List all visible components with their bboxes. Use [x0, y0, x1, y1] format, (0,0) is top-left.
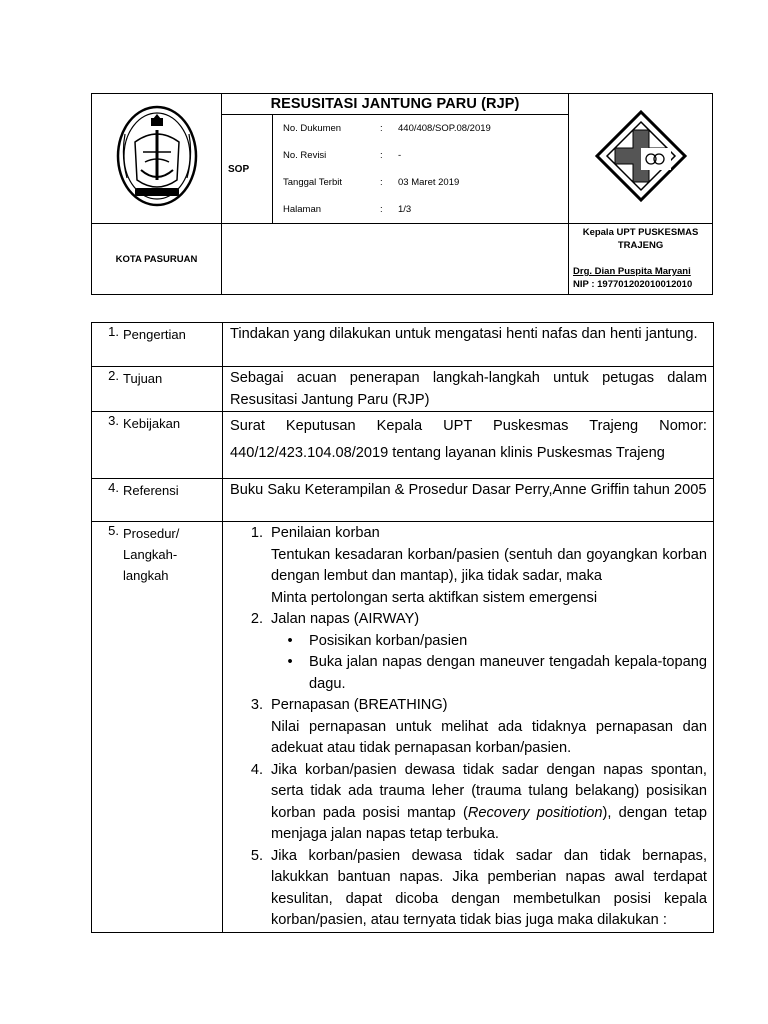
bullet-item: • Posisikan korban/pasien	[287, 632, 468, 649]
step-item: 1. Penilaian korban Tentukan kesadaran korban/pasien (sentuh dan goyangkan korban dengan lembut dan mantap), jika tidak sadar, maka Minta pertolongan serta aktifkan sistem emergensi	[250, 525, 707, 606]
section-row-referensi: 4. Referensi Buku Saku Keterampilan & Prosedur Dasar Perry,Anne Griffin tahun 2005	[92, 479, 714, 522]
kota-label: KOTA PASURUAN	[92, 224, 222, 295]
step-item: 4. Jika korban/pasien dewasa tidak sadar dengan napas spontan, serta tidak ada trauma leher (trauma tulang belakang) posisikan korban pada posisi mantap (Recovery positiotion), dengan tetap menjaga jalan napas tetap terbuka.	[250, 761, 707, 842]
section-row-prosedur: 5. Prosedur/ Langkah-langkah 1. Penilaian korban Tentukan kesadaran korban/pasien (sentuh dan goyangkan korban dengan lembut dan mantap), jika tidak sadar, maka Minta pertolongan serta aktifkan sistem emergensi 2. Jalan napas (AIRWAY) • Posisikan korban/pasien • Buka jalan napas dengan maneuver tengadah kepala-topang dagu. 3. Pernapasan (BREATHING) Nilai pernapasan untuk melihat ada tidaknya pernapasan dan adekuat atau tidak pernapasan korban/pasien. 4. Jika korban/pasien dewasa tidak sadar dengan napas spontan, serta tidak ada trauma leher (trauma tulang belakang) posisikan korban pada posisi mantap (Recovery positiotion), dengan tetap menjaga jalan napas tetap terbuka. 5. Jika korban/pasien dewasa tidak sadar dan tidak bernapas, lakukkan bantuan napas. Jika pemberian napas awal terdapat kesulitan, dapat dicoba dengan membetulkan posisi kepala korban/pasien, atau ternyata tidak bias juga maka dilakukan :	[92, 522, 714, 933]
kepala-signature	[569, 224, 713, 295]
section-row-pengertian: 1. Pengertian Tindakan yang dilakukan untuk mengatasi henti nafas dan henti jantung.	[92, 323, 714, 367]
puskesmas-logo-icon	[593, 108, 689, 204]
meta-row-no-dokumen: No. Dukumen : 440/408/SOP.08/2019	[283, 123, 491, 134]
section-text: Surat Keputusan Kepala UPT Puskesmas Trajeng Nomor: 440/12/423.104.08/2019 tentang layanan klinis Puskesmas Trajeng	[223, 412, 714, 479]
step-title: Penilaian korban	[271, 525, 380, 541]
document-meta	[273, 115, 569, 224]
section-text: Buku Saku Keterampilan & Prosedur Dasar Perry,Anne Griffin tahun 2005	[223, 479, 714, 522]
sop-header-table	[91, 93, 713, 295]
bullet-item: • Buka jalan napas dengan maneuver tengadah kepala-topang dagu.	[287, 654, 707, 692]
section-row-tujuan: 2. Tujuan Sebagai acuan penerapan langkah-langkah untuk petugas dalam Resusitasi Jantung Paru (RJP)	[92, 367, 714, 412]
step-item: 3. Pernapasan (BREATHING) Nilai pernapasan untuk melihat ada tidaknya pernapasan dan adekuat atau tidak pernapasan korban/pasien.	[250, 697, 707, 756]
section-text: Tindakan yang dilakukan untuk mengatasi henti nafas dan henti jantung.	[223, 323, 714, 367]
sop-content-table	[91, 322, 714, 933]
meta-row-tanggal-terbit: Tanggal Terbit : 03 Maret 2019	[283, 177, 460, 188]
document-title: RESUSITASI JANTUNG PARU (RJP)	[222, 94, 569, 115]
step-title: Jalan napas (AIRWAY)	[271, 611, 420, 627]
section-label: Kebijakan	[123, 416, 181, 431]
step-item: 2. Jalan napas (AIRWAY) • Posisikan korban/pasien • Buka jalan napas dengan maneuver tengadah kepala-topang dagu.	[223, 609, 707, 695]
section-row-kebijakan: 3. Kebijakan Surat Keputusan Kepala UPT Puskesmas Trajeng Nomor: 440/12/423.104.08/2019 tentang layanan klinis Puskesmas Trajeng	[92, 412, 714, 479]
step-item: 5. Jika korban/pasien dewasa tidak sadar dan tidak bernapas, lakukkan bantuan napas. Jika pemberian napas awal terdapat kesulitan, dapat dicoba dengan membetulkan posisi kepala korban/pasien, atau ternyata tidak bias juga maka dilakukan :	[250, 847, 707, 928]
kota-pasuruan-emblem-icon	[115, 104, 199, 208]
section-label: Prosedur/ Langkah-langkah	[123, 526, 180, 583]
meta-row-no-revisi: No. Revisi : -	[283, 150, 402, 161]
step-title: Pernapasan (BREATHING)	[271, 697, 448, 713]
empty-signature-cell	[222, 224, 569, 295]
meta-row-halaman: Halaman : 1/3	[283, 204, 412, 215]
section-label: Pengertian	[123, 327, 186, 342]
right-logo-cell	[569, 94, 713, 224]
sop-label: SOP	[222, 115, 273, 224]
prosedur-steps	[223, 522, 714, 933]
section-text: Sebagai acuan penerapan langkah-langkah untuk petugas dalam Resusitasi Jantung Paru (RJP)	[223, 367, 714, 412]
kepala-nip: NIP : 197701202010012010	[573, 279, 693, 290]
kepala-name: Drg. Dian Puspita Maryani	[573, 266, 691, 277]
section-label: Tujuan	[123, 371, 163, 386]
kepala-title: Kepala UPT PUSKESMAS TRAJENG	[582, 227, 699, 251]
section-label: Referensi	[123, 483, 179, 498]
left-logo-cell	[92, 94, 222, 224]
